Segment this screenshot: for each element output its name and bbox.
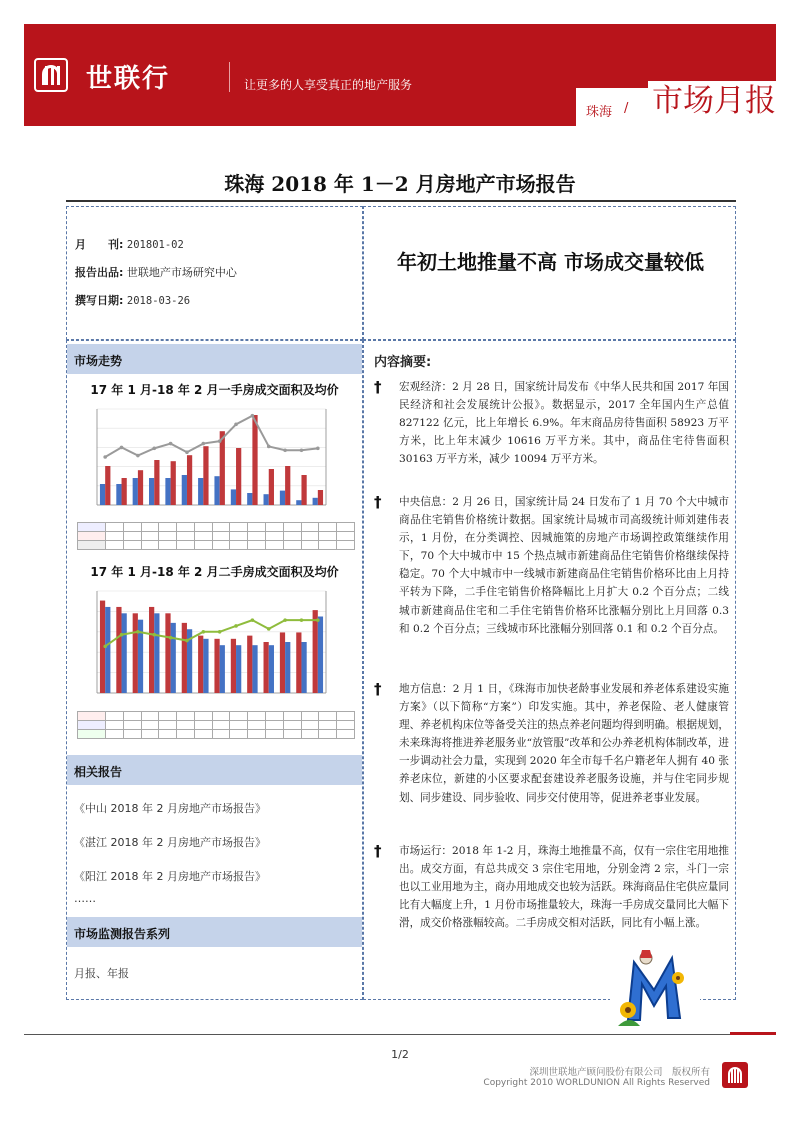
line-point	[283, 618, 287, 622]
mascot-logo-icon	[610, 948, 700, 1028]
chart-new-home-data-table	[77, 522, 355, 550]
title-divider	[66, 200, 736, 202]
line-point	[300, 618, 304, 622]
dagger-bullet-icon: †	[374, 842, 382, 860]
brand-name: 世联行	[86, 64, 171, 94]
bar-series-1	[133, 478, 138, 505]
publisher-label: 报告出品:	[75, 266, 124, 279]
line-point	[267, 627, 271, 631]
publisher-row	[75, 264, 237, 280]
bar-series-2	[301, 475, 306, 505]
bar-series-2	[318, 490, 323, 505]
line-point	[300, 448, 304, 452]
bar-series-2	[154, 613, 159, 693]
line-point	[316, 447, 320, 451]
summary-item-local	[374, 680, 729, 807]
line-point	[234, 624, 238, 628]
footer-divider	[24, 1034, 744, 1035]
bar-series-1	[313, 498, 318, 505]
date-label: 撰写日期:	[75, 294, 124, 307]
bar-series-1	[264, 494, 269, 505]
bar-series-2	[122, 478, 127, 505]
line-point	[120, 446, 124, 450]
bar-series-2	[154, 460, 159, 505]
issue-row	[75, 236, 184, 252]
line-point	[234, 423, 238, 427]
bar-series-2	[105, 607, 110, 693]
bar-series-1	[149, 478, 154, 505]
summary-text: 中央信息：2 月 26 日，国家统计局 24 日发布了 1 月 70 个大中城市商品住宅销售价格统计数据。国家统计局城市司高级统计师刘建伟表示，1 月份，在分类调控、因城施策的房地产市场调控政策继续作用下，70 个大中城市中 15 个热点城市新建商品住宅销售价格继续保持稳定。70 个大中城市中一线城市新建商品住宅销售价格环比由上月持平转为下降，二手住宅销售价格降幅比上月扩大 0.2 个百分点；二线城市新建商品住宅和二手住宅销售价格环比涨幅分别比上月回落 0.3 和 0.2 个百分点；三线城市环比涨幅分别回落 0.1 和 0.2 个百分点。	[399, 496, 729, 635]
issue-value: 201801-02	[126, 239, 184, 251]
chart-new-home-title: 17 年 1 月-18 年 2 月一手房成交面积及均价	[90, 383, 339, 397]
summary-text: 宏观经济：2 月 28 日，国家统计局发布《中华人民共和国 2017 年国民经济和社会发展统计公报》。数据显示，2017 全年国内生产总值 827122 亿元，比上年增长 6.9%。年末商品房待售面积 58923 万平方米，比上年末减少 10616 万平方米。其中，商品住宅待售面积 30163 万平方米，减少 10094 万平方米。	[399, 381, 729, 466]
chart-resale-home-plot	[73, 581, 356, 707]
bar-series-1	[116, 484, 121, 505]
related-report-link[interactable]: 《中山 2018 年 2 月房地产市场报告》	[74, 802, 266, 815]
line-point	[103, 645, 107, 649]
report-title: 珠海 2018 年 1－2 月房地产市场报告	[224, 172, 576, 196]
bar-series-1	[247, 636, 252, 693]
related-report-link[interactable]: 《阳江 2018 年 2 月房地产市场报告》	[74, 870, 266, 883]
line-point	[136, 454, 140, 458]
line-point	[218, 439, 222, 443]
bar-series-1	[100, 484, 105, 505]
bar-series-2	[171, 461, 176, 505]
bar-series-2	[105, 466, 110, 505]
line-point	[251, 618, 255, 622]
summary-text: 市场运行：2018 年 1-2 月，珠海土地推量不高，仅有一宗住宅用地推出。成交方面，有总共成交 3 宗住宅用地，分别金湾 2 宗，斗门一宗也以工业用地为主，商办用地成交也较为活跃。珠海商品住宅供应量同比有大幅度上升，1 月份市场推量较大，珠海一手房成交量同比大幅下滑，成交价格涨幅较高。二手房成交相对活跃，同比有小幅上涨。	[399, 845, 729, 930]
line-point	[218, 630, 222, 634]
bar-series-2	[269, 645, 274, 693]
bar-series-2	[171, 623, 176, 693]
line-point	[152, 633, 156, 637]
header-banner	[24, 24, 776, 126]
bar-series-2	[187, 455, 192, 505]
bar-series-2	[252, 645, 257, 693]
bar-series-2	[138, 470, 143, 505]
series-header: 市场监测报告系列	[67, 917, 362, 947]
date-value: 2018-03-26	[126, 295, 191, 307]
summary-item-central	[374, 493, 729, 638]
bar-series-2	[203, 639, 208, 693]
sidebar	[66, 340, 363, 1000]
bar-series-2	[285, 466, 290, 505]
bar-series-1	[247, 493, 252, 505]
line-point	[283, 448, 287, 452]
report-headline: 年初土地推量不高 市场成交量较低	[397, 250, 704, 274]
footer-accent	[730, 1032, 776, 1035]
bar-series-1	[214, 476, 219, 505]
market-trend-header: 市场走势	[67, 344, 362, 374]
city-label: 珠海	[586, 105, 613, 120]
bar-series-2	[252, 415, 257, 505]
bar-series-2	[301, 642, 306, 693]
dagger-bullet-icon: †	[374, 493, 382, 511]
bar-series-1	[231, 639, 236, 693]
line-point	[185, 450, 189, 454]
bar-series-1	[280, 632, 285, 693]
date-row	[75, 292, 190, 308]
bar-series-2	[220, 645, 225, 693]
chart-resale-home	[67, 563, 362, 747]
related-report-more: ……	[74, 892, 96, 905]
bar-series-1	[198, 478, 203, 505]
bar-series-1	[313, 610, 318, 693]
publisher-value: 世联地产市场研究中心	[126, 266, 237, 279]
chart-resale-home-data-table	[77, 711, 355, 739]
summary-item-market	[374, 842, 729, 932]
report-type-label: 市场月报	[648, 81, 776, 121]
line-point	[152, 447, 156, 451]
dagger-bullet-icon: †	[374, 378, 382, 396]
line-point	[316, 618, 320, 622]
summary-item-macro	[374, 378, 729, 468]
headline-box	[363, 206, 736, 340]
city-slash: /	[624, 101, 629, 116]
bar-series-2	[122, 613, 127, 693]
worldunion-logo-icon	[34, 58, 68, 92]
summary-heading: 内容摘要:	[374, 355, 432, 370]
line-point	[169, 636, 173, 640]
line-point	[103, 455, 107, 459]
bar-series-1	[198, 636, 203, 693]
bar-series-2	[318, 617, 323, 694]
bar-series-1	[214, 639, 219, 693]
report-meta-box	[66, 206, 363, 340]
related-report-link[interactable]: 《湛江 2018 年 2 月房地产市场报告》	[74, 836, 266, 849]
bar-series-1	[165, 478, 170, 505]
bar-series-1	[280, 491, 285, 505]
related-reports-header: 相关报告	[67, 755, 362, 785]
line-point	[202, 630, 206, 634]
bar-series-1	[165, 613, 170, 693]
bar-series-1	[182, 623, 187, 693]
line-point	[267, 445, 271, 449]
series-value: 月报、年报	[74, 967, 129, 980]
bar-series-1	[264, 642, 269, 693]
brand-divider	[229, 62, 230, 92]
bar-series-1	[116, 607, 121, 693]
chart-new-home-plot	[73, 399, 356, 519]
bar-series-1	[182, 475, 187, 505]
bar-series-1	[231, 489, 236, 505]
line-point	[202, 442, 206, 446]
line-point	[136, 630, 140, 634]
issue-label: 月 刊:	[75, 238, 124, 251]
brand-slogan: 让更多的人享受真正的地产服务	[244, 78, 413, 92]
bar-series-1	[296, 632, 301, 693]
line-point	[120, 633, 124, 637]
page-number: 1/2	[391, 1048, 409, 1061]
chart-new-home	[67, 377, 362, 563]
summary-panel	[363, 340, 736, 1000]
line-point	[251, 414, 255, 418]
footer-company: 深圳世联地产顾问股份有限公司 版权所有	[529, 1067, 710, 1078]
footer-logo-icon	[722, 1062, 748, 1088]
bar-series-1	[296, 500, 301, 505]
line-point	[185, 639, 189, 643]
bar-series-1	[149, 607, 154, 693]
bar-series-1	[133, 613, 138, 693]
chart-resale-home-title: 17 年 1 月-18 年 2 月二手房成交面积及均价	[90, 565, 339, 579]
dagger-bullet-icon: †	[374, 680, 382, 698]
line-point	[169, 442, 173, 446]
bar-series-2	[269, 469, 274, 505]
bar-series-2	[203, 446, 208, 505]
bar-series-2	[285, 642, 290, 693]
footer-copyright: Copyright 2010 WORLDUNION All Rights Reserved	[483, 1078, 710, 1088]
summary-text: 地方信息：2 月 1 日，《珠海市加快老龄事业发展和养老体系建设实施方案》（以下简称“方案”）印发实施。其中，养老保险、老人健康管理、养老机构床位等备受关注的热点养老问题均得到明确。根据规划，未来珠海将推进养老服务业“放管服”改革和公办养老机构体制改革，进一步调动社会力量，实现到 2020 年全市每千名户籍老年人拥有 40 张养老床位，新建的小区要求配套建设养老服务设施，并与住宅同步规划、同步建设、同步验收、同步交付使用等，促进养老事业发展。	[399, 683, 729, 804]
bar-series-2	[236, 645, 241, 693]
bar-series-2	[236, 448, 241, 505]
